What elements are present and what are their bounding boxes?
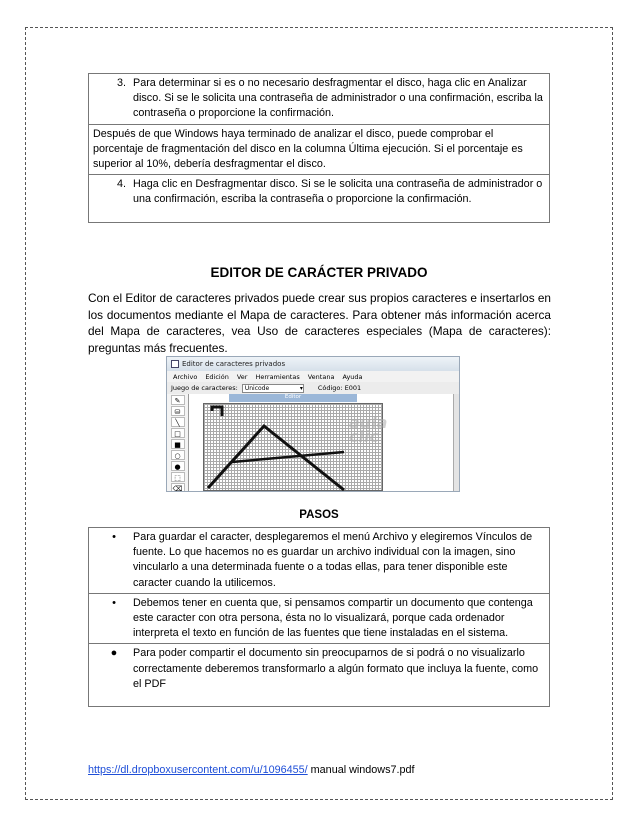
menu-archivo: Archivo [173, 372, 198, 381]
menu-bar [167, 371, 459, 382]
note: Después de que Windows haya terminado de analizar el disco, puede comprobar el porcentaje de fragmentación del disco en la columna Última ejecución. Si el porcentaje es superior al 10%, debería desfragmentar el disco. [89, 124, 549, 175]
footer-link[interactable]: https://dl.dropboxusercontent.com/u/1096455/ [88, 764, 308, 776]
watermark [349, 413, 388, 446]
toolbox [167, 394, 189, 492]
footer-text: manual windows7.pdf [307, 764, 415, 776]
step-number: 4. [116, 178, 126, 191]
bullet-text: Para guardar el caracter, desplegaremos el menú Archivo y elegiremos Vínculos de fuente. Lo que hacemos no es guardar un archivo individual con la imagen, sino vincularlo a una determinada fuente o a todas ellas, para tener disponible este caracter cuando la utilicemos. [133, 531, 533, 589]
charset-select [242, 384, 304, 393]
bullet-text: Para poder compartir el documento sin preocuparnos de si podrá o no visualizarlo correctamente deberemos transformarlo a algún formato que incluya la fuente, como el PDF [133, 647, 539, 690]
menu-edicion: Edición [205, 372, 229, 381]
rect-icon: □ [171, 428, 185, 438]
chevron-down-icon: ▾ [299, 384, 303, 392]
filled-ellipse-icon: ● [171, 461, 185, 471]
bullet-icon: • [112, 531, 116, 543]
step-text: Haga clic en Desfragmentar disco. Si se le solicita una contraseña de administrador o una confirmación, escriba la contraseña o proporcione la confirmación. [133, 178, 543, 206]
scrollbar [453, 394, 460, 492]
pencil-icon: ✎ [171, 395, 185, 405]
bullet-item [89, 593, 549, 644]
watermark-line-2: clic [349, 427, 379, 446]
menu-ayuda: Ayuda [342, 372, 363, 381]
bullet-icon: • [112, 596, 116, 609]
bullet-item [89, 528, 549, 593]
bullet-icon: ● [110, 647, 118, 660]
charset-value: Unicode [244, 384, 270, 392]
section-title: EDITOR DE CARÁCTER PRIVADO [210, 265, 428, 280]
window-body [167, 394, 460, 492]
line-icon: ╲ [171, 417, 185, 427]
step-text: Para determinar si es o no necesario desfragmentar el disco, haga clic en Analizar disco. Si se le solicita una contraseña de administrador o una confirmación, escriba la contraseña o proporcione la confirmación. [133, 77, 543, 120]
charset-bar [167, 382, 459, 394]
bullet-text: Debemos tener en cuenta que, si pensamos compartir un documento que contenga este caracter con otra persona, ésta no lo visualizará, porque cada ordenador interpreta el texto en función de las fuentes que tiene instaladas en el sistema. [133, 596, 533, 640]
steps-title: PASOS [299, 509, 339, 521]
fill-icon: ⛁ [171, 406, 185, 416]
menu-ventana: Ventana [307, 372, 335, 381]
ellipse-icon: ○ [171, 450, 185, 460]
watermark-line-1: aula [349, 413, 388, 432]
select-icon: ⬚ [171, 472, 185, 482]
editor-canvas-area [189, 394, 460, 492]
eraser-icon: ⌫ [171, 483, 185, 492]
editor-screenshot [166, 356, 460, 492]
step-number: 3. [116, 77, 126, 89]
step-3 [89, 74, 549, 124]
window-titlebar [167, 357, 459, 371]
filled-rect-icon: ■ [171, 439, 185, 449]
charset-label: Juego de caracteres: [171, 384, 238, 392]
step-4 [89, 174, 549, 221]
code-label: Código: E001 [317, 384, 362, 392]
intro-paragraph: Con el Editor de caracteres privados puede crear sus propios caracteres e insertarlos en los documentos mediante el Mapa de caracteres. Para obtener más información acerca del Mapa de caracteres, vea Uso de caracteres especiales (Mapa de caracteres): preguntas más frecuentes. [88, 291, 551, 355]
editor-label: Editor [229, 394, 357, 402]
footer [88, 764, 415, 776]
menu-herramientas: Herramientas [255, 372, 300, 381]
bullet-item [89, 643, 549, 706]
app-icon [171, 360, 179, 368]
steps-box [88, 527, 550, 707]
menu-ver: Ver [236, 372, 248, 381]
window-title: Editor de caracteres privados [182, 360, 286, 368]
instruction-box-top [88, 73, 550, 223]
